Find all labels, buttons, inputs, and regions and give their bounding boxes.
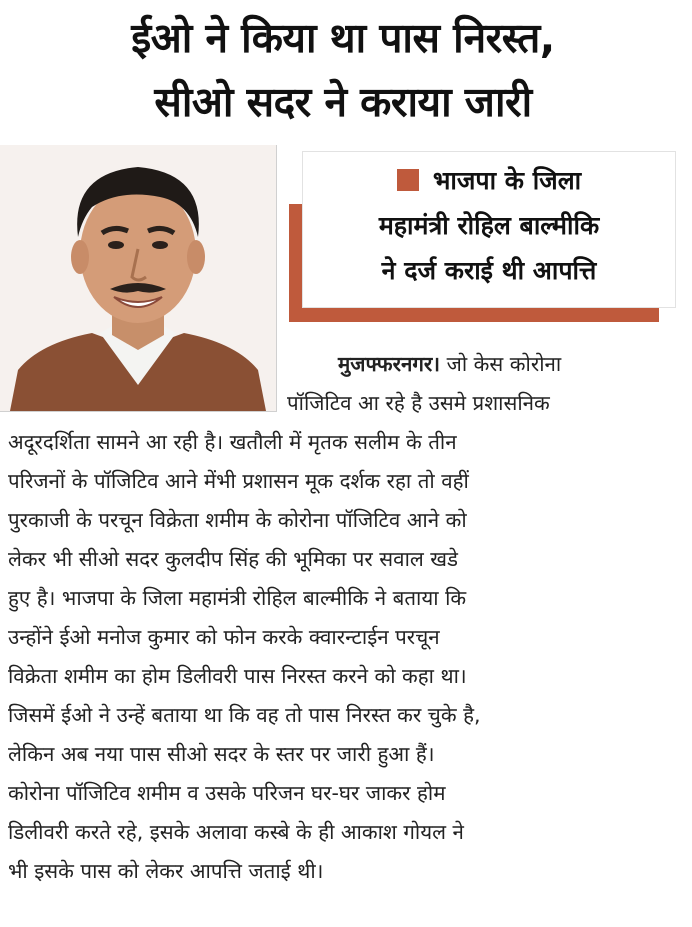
body-line-3: अदूरदर्शिता सामने आ रही है। खतौली में मृतक सलीम के तीन [8,430,457,454]
body-line-1: मुजफ्फरनगर। जो केस कोरोना [338,352,562,376]
body-line-12: कोरोना पॉजिटिव शमीम व उसके परिजन घर-घर जाकर होम [8,781,446,805]
dateline: मुजफ्फरनगर। [338,352,441,376]
callout-line-3: ने दर्ज कराई थी आपत्ति [381,256,597,285]
body-line-7: हुए है। भाजपा के जिला महामंत्री रोहिल बाल्मीकि ने बताया कि [8,586,467,610]
square-bullet-icon [397,169,419,191]
callout-line-2: महामंत्री रोहिल बाल्मीकि [378,211,600,240]
callout-box [302,151,676,308]
body-line-9: विक्रेता शमीम का होम डिलीवरी पास निरस्त करने को कहा था। [8,664,467,688]
headline-line-1: ईओ ने किया था पास निरस्त, [131,14,555,62]
body-line-2: पॉजिटिव आ रहे है उसमे प्रशासनिक [287,391,550,415]
body-line-4: परिजनों के पॉजिटिव आने मेंभी प्रशासन मूक दर्शक रहा तो वहीं [8,469,469,493]
body-line-6: लेकर भी सीओ सदर कुलदीप सिंह की भूमिका पर सवाल खडे [8,547,459,571]
portrait-man-icon [0,145,276,411]
person-photo [0,145,277,412]
body-line-13: डिलीवरी करते रहे, इसके अलावा कस्बे के ही आकाश गोयल ने [8,820,464,844]
body-line-5: पुरकाजी के परचून विक्रेता शमीम के कोरोना पॉजिटिव आने को [8,508,467,532]
headline-line-2: सीओ सदर ने कराया जारी [154,78,532,126]
body-line-10: जिसमें ईओ ने उन्हें बताया था कि वह तो पास निरस्त कर चुके है, [8,703,481,727]
body-line-14: भी इसके पास को लेकर आपत्ति जताई थी। [8,859,324,883]
callout-line-1: भाजपा के जिला [303,158,675,203]
body-line-8: उन्होंने ईओ मनोज कुमार को फोन करके क्वारन्टाईन परचून [8,625,440,649]
body-line-11: लेकिन अब नया पास सीओ सदर के स्तर पर जारी हुआ हैं। [8,742,435,766]
headline [0,6,692,134]
